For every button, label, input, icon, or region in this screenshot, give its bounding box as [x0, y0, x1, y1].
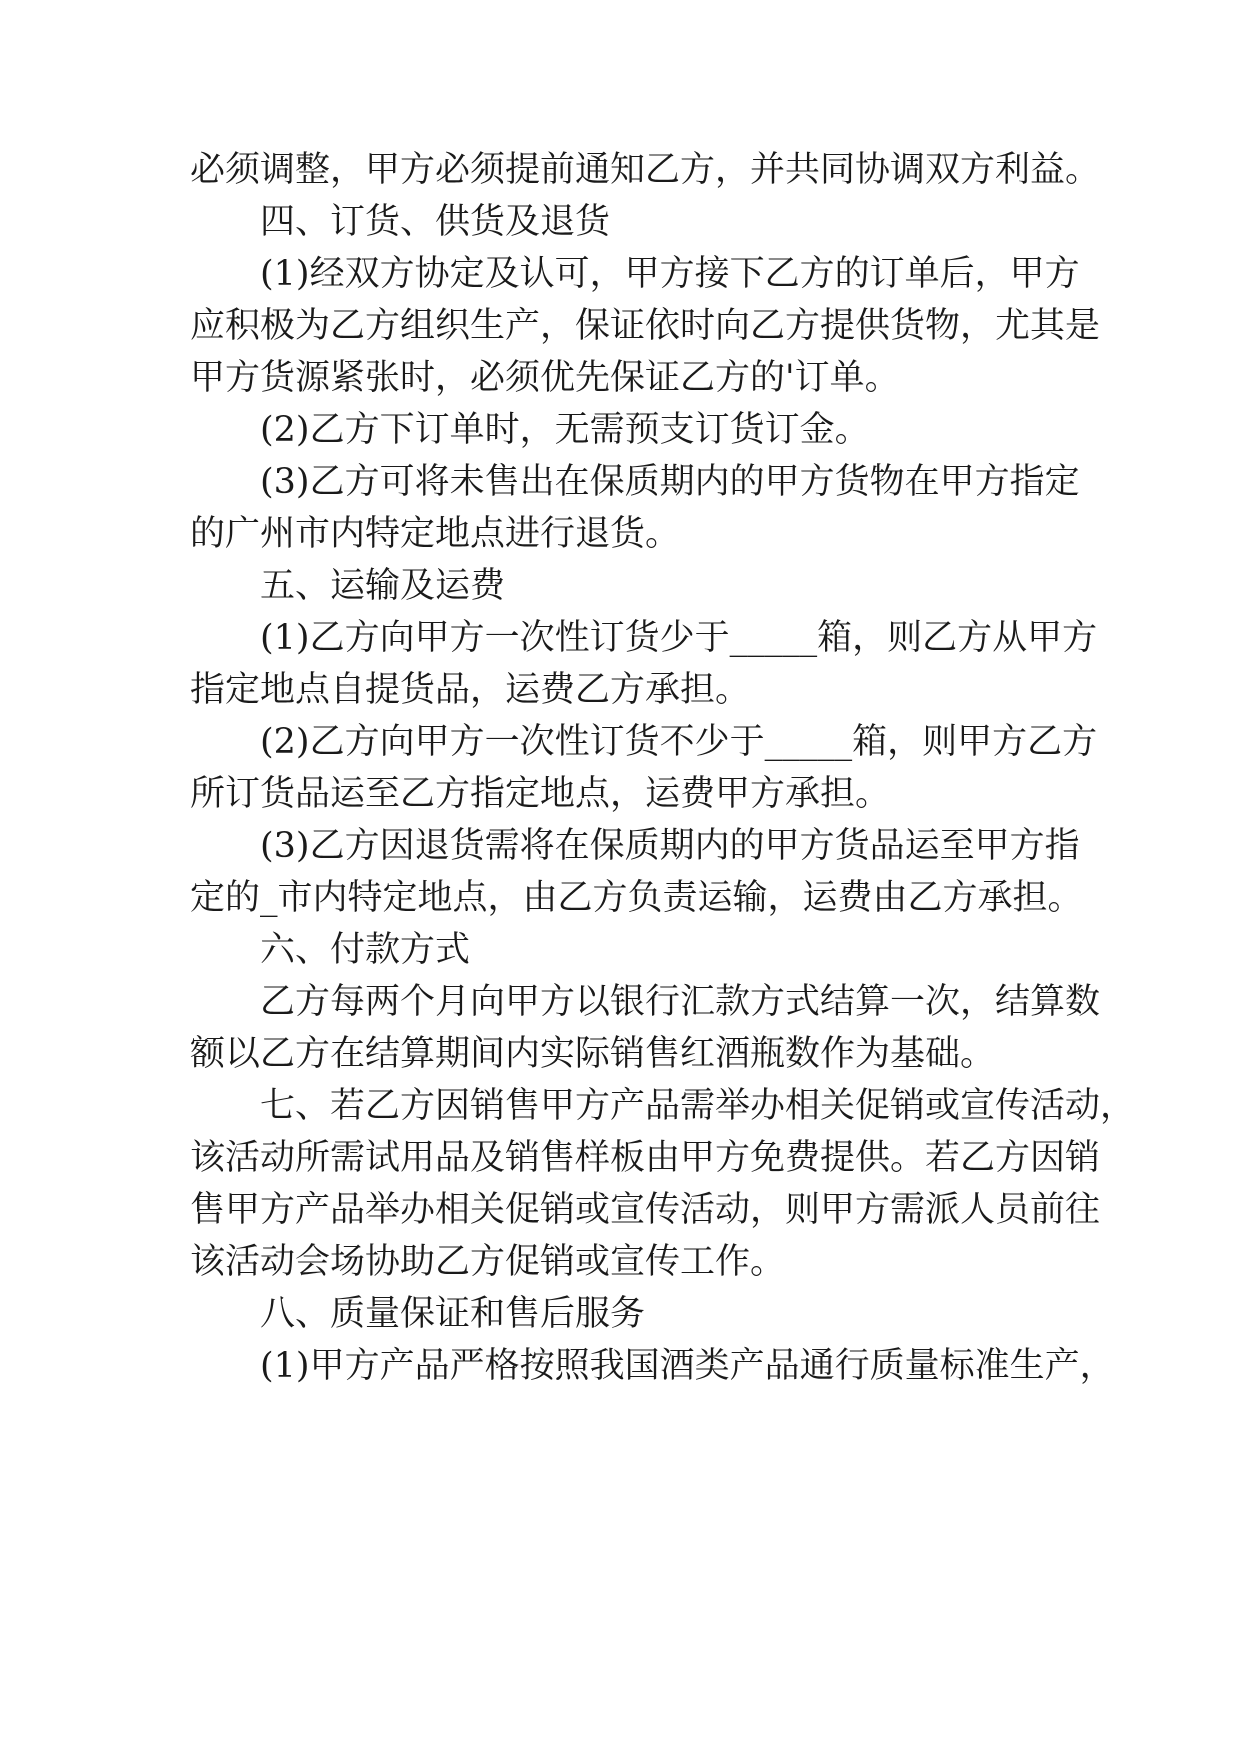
- paragraph-line: 七、若乙方因销售甲方产品需举办相关促销或宣传活动，: [260, 1086, 1136, 1126]
- paragraph-line: (3)乙方因退货需将在保质期内的甲方货品运至甲方指: [260, 826, 1080, 866]
- paragraph-line: 该活动所需试用品及销售样板由甲方免费提供。若乙方因销: [190, 1138, 1101, 1178]
- paragraph-line: 售甲方产品举办相关促销或宣传活动，则甲方需派人员前往: [190, 1190, 1101, 1230]
- paragraph-line: 额以乙方在结算期间内实际销售红酒瓶数作为基础。: [190, 1034, 996, 1074]
- paragraph-line: (1)乙方向甲方一次性订货少于_____箱，则乙方从甲方: [260, 618, 1098, 658]
- section-heading: 六、付款方式: [260, 930, 471, 970]
- section-heading: 五、运输及运费: [260, 566, 506, 606]
- paragraph-line: 乙方每两个月向甲方以银行汇款方式结算一次，结算数: [260, 982, 1101, 1022]
- section-heading: 四、订货、供货及退货: [260, 202, 611, 242]
- paragraph-line: 该活动会场协助乙方促销或宣传工作。: [190, 1242, 786, 1282]
- paragraph-line: 甲方货源紧张时，必须优先保证乙方的'订单。: [190, 358, 900, 398]
- paragraph-line: (3)乙方可将未售出在保质期内的甲方货物在甲方指定: [260, 462, 1080, 502]
- paragraph-line: (1)经双方协定及认可，甲方接下乙方的订单后，甲方: [260, 254, 1080, 294]
- paragraph-line: 定的_市内特定地点，由乙方负责运输，运费由乙方承担。: [190, 878, 1083, 918]
- paragraph-line: 所订货品运至乙方指定地点，运费甲方承担。: [190, 774, 891, 814]
- paragraph-line: 指定地点自提货品，运费乙方承担。: [190, 670, 751, 710]
- section-heading: 八、质量保证和售后服务: [260, 1294, 646, 1334]
- paragraph-line: 应积极为乙方组织生产，保证依时向乙方提供货物，尤其是: [190, 306, 1101, 346]
- paragraph-line: 必须调整，甲方必须提前通知乙方，并共同协调双方利益。: [190, 150, 1101, 190]
- paragraph-line: (1)甲方产品严格按照我国酒类产品通行质量标准生产，: [260, 1346, 1115, 1386]
- paragraph-line: 的广州市内特定地点进行退货。: [190, 514, 681, 554]
- paragraph-line: (2)乙方下订单时，无需预支订货订金。: [260, 410, 870, 450]
- paragraph-line: (2)乙方向甲方一次性订货不少于_____箱，则甲方乙方: [260, 722, 1098, 762]
